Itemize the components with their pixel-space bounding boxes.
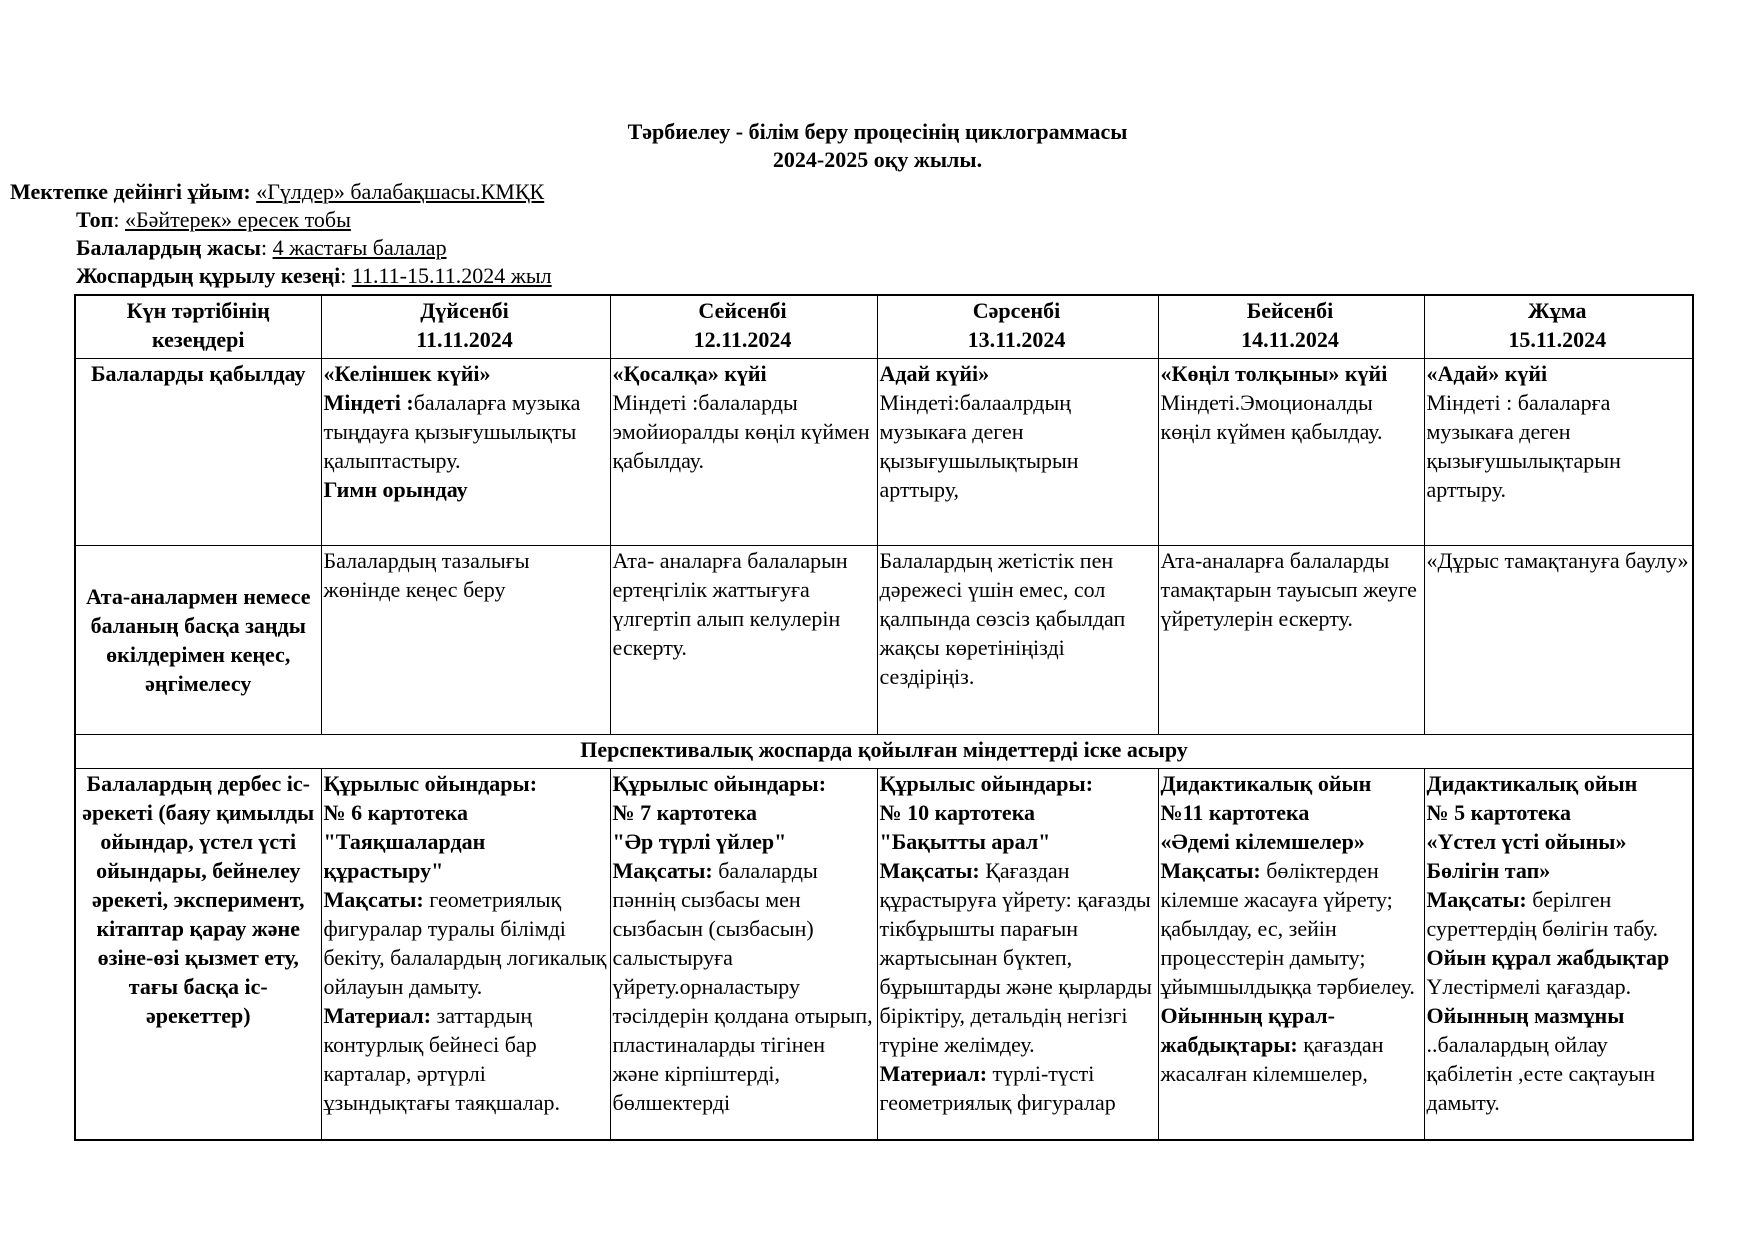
row-label-reception: Балаларды қабылдау <box>75 359 321 546</box>
org-label: Мектепке дейінгі ұйым: <box>10 179 251 204</box>
cell-title: «Қосалқа» күйі <box>612 361 767 386</box>
row-label-parents: Ата-аналармен немесе баланың басқа заңды өкілдерімен кеңес, әңгімелесу <box>75 546 321 735</box>
activity-cell-2 <box>610 769 877 1141</box>
meta-age: Балалардың жасы: 4 жастағы балалар <box>76 235 447 260</box>
goal-label: Мақсаты: <box>879 858 980 883</box>
parents-cell-5: «Дұрыс тамақтануға баулу» <box>1424 546 1693 735</box>
material-text: заттардың контурлық бейнесі бар карталар, әртүрлі ұзындықтағы таяқшалар. <box>323 1003 560 1115</box>
document-subtitle: 2024-2025 оқу жылы. <box>772 147 983 172</box>
material-text: түрлі-түсті геометриялық фигуралар <box>879 1061 1116 1115</box>
parents-cell-2: Ата- аналарға балаларын ертеңгілік жаттығуға үлгертіп алып келулерін ескерту. <box>610 546 877 735</box>
reception-cell-5 <box>1424 359 1693 546</box>
cell-name: «Үстел үсті ойыны» Бөлігін тап» <box>1426 829 1627 883</box>
equipment-label: Ойынның құрал-жабдықтары: <box>1160 1003 1335 1057</box>
cell-label: Міндеті : <box>323 390 414 415</box>
header-day-1 <box>321 295 610 359</box>
age-value: 4 жастағы балалар <box>272 235 447 260</box>
period-label: Жоспардың құрылу кезеңі <box>76 263 341 288</box>
cell-number: № 6 картотека <box>323 800 469 825</box>
reception-cell-1 <box>321 359 610 546</box>
age-label: Балалардың жасы <box>76 235 261 260</box>
equipment-text: қағаздан жасалған кілемшелер, <box>1160 1032 1384 1086</box>
day-name: Сәрсенбі <box>972 298 1061 323</box>
activity-cell-4 <box>1158 769 1424 1141</box>
cell-head: Дидактикалық ойын <box>1160 771 1372 796</box>
reception-cell-2 <box>610 359 877 546</box>
group-value: «Бәйтерек» ересек тобы <box>125 207 351 232</box>
cell-name: "Таяқшалардан құрастыру" <box>323 829 486 883</box>
activity-cell-5 <box>1424 769 1693 1141</box>
cell-text: Міндеті :балаларды эмойиоралды көңіл күймен қабылдау. <box>612 390 870 473</box>
content-label: Ойынның мазмұны <box>1426 1003 1625 1028</box>
day-date: 14.11.2024 <box>1241 327 1339 352</box>
goal-text: балаларды пәннің сызбасы мен сызбасын (сызбасын) салыстыруға үйрету.орналастыру тәсілдерін қолдана отырып, пластиналарды тігінен және кірпіштерді, бөлшектерді <box>612 858 873 1115</box>
day-date: 12.11.2024 <box>693 327 792 352</box>
meta-organization <box>10 178 544 206</box>
cell-title: «Адай» күйі <box>1426 361 1548 386</box>
cell-head: Құрылыс ойындары: <box>879 771 1094 796</box>
cell-text: Міндеті : балаларға музыкаға деген қызығушылықтарын арттыру. <box>1426 390 1621 502</box>
row-label-activities: Балалардың дербес іс-әрекеті (баяу қимылды ойындар, үстел үсті ойындары, бейнелеу әрекеті, эксперимент, кітаптар қарау және өзіне-өзі қызмет ету, тағы басқа іс-әрекеттер) <box>75 769 321 1141</box>
goal-label: Мақсаты: <box>323 887 424 912</box>
day-date: 11.11.2024 <box>416 327 513 352</box>
table-row-activities <box>75 769 1693 1141</box>
goal-label: Мақсаты: <box>1426 887 1527 912</box>
header-regime-stages: Күн тәртібінің кезеңдері <box>75 295 321 359</box>
activity-cell-1 <box>321 769 610 1141</box>
equipment-label: Ойын құрал жабдықтар <box>1426 945 1670 970</box>
cell-text: балаларға музыка тыңдауға қызығушылықты қалыптастыру. <box>323 390 581 473</box>
goal-text: берілген суреттердің бөлігін табу. <box>1426 887 1659 941</box>
goal-label: Мақсаты: <box>1160 858 1261 883</box>
table-row-reception <box>75 359 1693 546</box>
cell-number: № 5 картотека <box>1426 800 1572 825</box>
parents-cell-4: Ата-аналарға балаларды тамақтарын тауысып жеуге үйретулерін ескерту. <box>1158 546 1424 735</box>
cell-number: № 10 картотека <box>879 800 1036 825</box>
cell-text: Міндеті:балаалрдың музыкаға деген қызығушылықтырын арттыру, <box>879 390 1079 502</box>
goal-text: бөліктерден кілемше жасауға үйрету; қабылдау, ес, зейін процесстерін дамыту; ұйымшылдыққа тәрбиелеу. <box>1160 858 1415 999</box>
cell-text: Міндеті.Эмоционалды көңіл күймен қабылдау. <box>1160 390 1383 444</box>
equipment-text: Үлестірмелі қағаздар. <box>1426 974 1632 999</box>
header-day-5 <box>1424 295 1693 359</box>
cell-head: Дидактикалық ойын <box>1426 771 1638 796</box>
document-title: Тәрбиелеу - білім беру процесінің циклограммасы <box>627 119 1128 144</box>
goal-label: Мақсаты: <box>612 858 713 883</box>
period-value: 11.11-15.11.2024 жыл <box>351 263 552 288</box>
reception-cell-3 <box>877 359 1158 546</box>
material-label: Материал: <box>879 1061 988 1086</box>
cell-name: "Әр түрлі үйлер" <box>612 829 787 854</box>
parents-cell-3: Балалардың жетістік пен дәрежесі үшін емес, сол қалпында сөзсіз қабылдап жақсы көретініңізді сездіріңіз. <box>877 546 1158 735</box>
cyclogram-table <box>74 294 1694 1141</box>
cell-title: Адай күйі» <box>879 361 990 386</box>
day-name: Бейсенбі <box>1246 298 1334 323</box>
cell-number: №11 картотека <box>1160 800 1310 825</box>
cell-extra: Гимн орындау <box>323 477 468 502</box>
cell-name: «Әдемі кілемшелер» <box>1160 829 1365 854</box>
day-name: Жұма <box>1527 298 1587 323</box>
day-name: Сейсенбі <box>698 298 787 323</box>
material-label: Материал: <box>323 1003 432 1028</box>
table-row-parents <box>75 546 1693 735</box>
cell-title: «Көңіл толқыны» күйі <box>1160 361 1388 386</box>
reception-cell-4 <box>1158 359 1424 546</box>
cell-head: Құрылыс ойындары: <box>612 771 827 796</box>
goal-text: Қағаздан құрастыруға үйрету: қағазды тікбұрышты парағын жартысынан бүктеп, бұрыштарды және қырларды біріктіру, детальдің негізгі түріне желімдеу. <box>879 858 1152 1057</box>
day-date: 15.11.2024 <box>1508 327 1607 352</box>
group-label: Топ <box>76 207 114 232</box>
section-title: Перспективалық жоспарда қойылған міндеттерді іске асыру <box>75 735 1693 769</box>
table-section-row <box>75 735 1693 769</box>
content-text: ..балалардың ойлау қабілетін ,есте сақтауын дамыту. <box>1426 1032 1656 1115</box>
cell-head: Құрылыс ойындары: <box>323 771 538 796</box>
meta-group: Топ: «Бәйтерек» ересек тобы <box>76 207 351 232</box>
goal-text: геометриялық фигуралар туралы білімді бекіту, балалардың логикалық ойлауын дамыту. <box>323 887 607 999</box>
header-day-3 <box>877 295 1158 359</box>
cell-name: "Бақытты арал" <box>879 829 1051 854</box>
header-day-4 <box>1158 295 1424 359</box>
org-value: «Гүлдер» балабақшасы.КМҚК <box>256 179 545 204</box>
parents-cell-1: Балалардың тазалығы жөнінде кеңес беру <box>321 546 610 735</box>
cell-number: № 7 картотека <box>612 800 758 825</box>
meta-period: Жоспардың құрылу кезеңі: 11.11-15.11.2024 жыл <box>76 263 552 288</box>
activity-cell-3 <box>877 769 1158 1141</box>
cell-title: «Келіншек күйі» <box>323 361 491 386</box>
day-name: Дүйсенбі <box>420 298 509 323</box>
table-header-row <box>75 295 1693 359</box>
day-date: 13.11.2024 <box>967 327 1066 352</box>
header-day-2 <box>610 295 877 359</box>
